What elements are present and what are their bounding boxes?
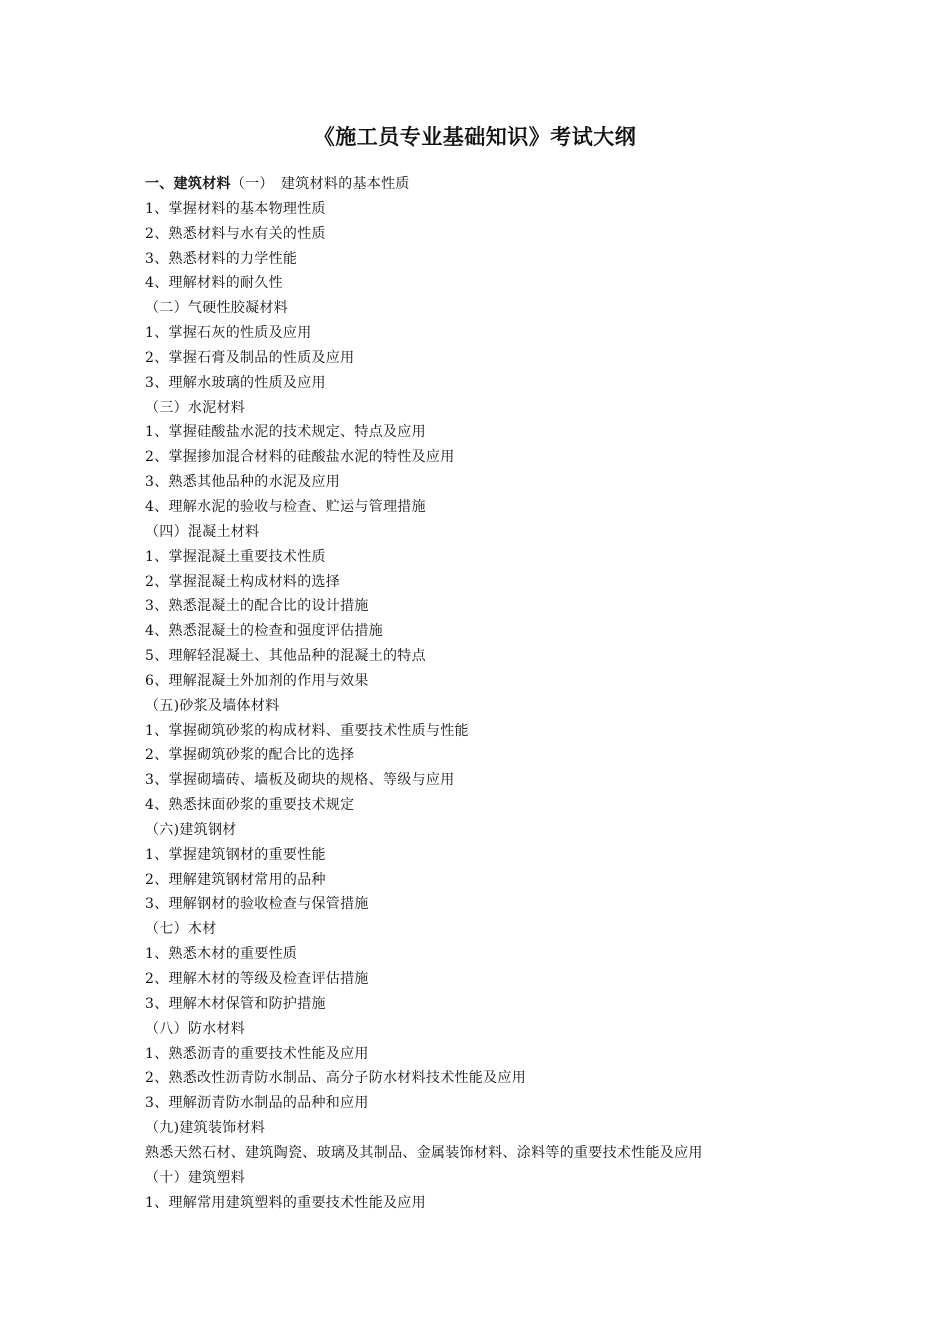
outline-item: 1、掌握硅酸盐水泥的技术规定、特点及应用 — [145, 424, 426, 441]
outline-item: 6、理解混凝土外加剂的作用与效果 — [145, 672, 369, 689]
outline-item: 2、掌握石膏及制品的性质及应用 — [145, 349, 355, 366]
outline-item: 1、掌握石灰的性质及应用 — [145, 325, 312, 342]
subsection-heading: （五)砂浆及墙体材料 — [145, 697, 280, 714]
subsection-heading: （七）木材 — [145, 921, 217, 938]
subsection-heading: （六)建筑钢材 — [145, 821, 237, 838]
outline-item: 3、熟悉材料的力学性能 — [145, 250, 298, 267]
outline-item: 3、熟悉混凝土的配合比的设计措施 — [145, 598, 369, 615]
outline-item: 4、熟悉混凝土的检查和强度评估措施 — [145, 623, 384, 640]
outline-item: 1、掌握材料的基本物理性质 — [145, 200, 326, 217]
outline-item: 3、理解沥青防水制品的品种和应用 — [145, 1095, 369, 1112]
section-heading — [145, 172, 835, 197]
outline-item: 4、熟悉抹面砂浆的重要技术规定 — [145, 797, 355, 814]
outline-list — [145, 197, 835, 1216]
section-heading-subtitle: （一） 建筑材料的基本性质 — [230, 176, 410, 192]
outline-item: 3、理解钢材的验收检查与保管措施 — [145, 896, 369, 913]
outline-item: 1、掌握砌筑砂浆的构成材料、重要技术性质与性能 — [145, 722, 469, 739]
document-title: 《施工员专业基础知识》考试大纲 — [313, 124, 637, 149]
outline-item: 2、理解建筑钢材常用的品种 — [145, 871, 326, 888]
outline-item: 1、熟悉沥青的重要技术性能及应用 — [145, 1045, 369, 1062]
subsection-heading: （三）水泥材料 — [145, 399, 246, 416]
outline-item: 1、熟悉木材的重要性质 — [145, 946, 298, 963]
outline-item: 3、熟悉其他品种的水泥及应用 — [145, 474, 341, 491]
outline-item: 2、掌握混凝土构成材料的选择 — [145, 573, 341, 590]
outline-item: 2、熟悉改性沥青防水制品、高分子防水材料技术性能及应用 — [145, 1070, 527, 1087]
document-body — [145, 172, 835, 1215]
outline-item: 3、理解水玻璃的性质及应用 — [145, 374, 326, 391]
subsection-heading: （四）混凝土材料 — [145, 523, 260, 540]
outline-item: 2、熟悉材料与水有关的性质 — [145, 225, 326, 242]
outline-item: 2、理解木材的等级及检查评估措施 — [145, 971, 369, 987]
outline-item: 熟悉天然石材、建筑陶瓷、玻璃及其制品、金属装饰材料、涂料等的重要技术性能及应用 — [145, 1144, 703, 1161]
outline-item: 4、理解水泥的验收与检查、贮运与管理措施 — [145, 498, 426, 515]
section-heading-bold: 一、建筑材料 — [145, 176, 231, 192]
subsection-heading: （二）气硬性胶凝材料 — [145, 300, 288, 317]
subsection-heading: （九)建筑装饰材料 — [145, 1120, 266, 1137]
outline-item: 1、掌握混凝土重要技术性质 — [145, 548, 326, 565]
outline-item: 2、掌握砌筑砂浆的配合比的选择 — [145, 747, 355, 764]
subsection-heading: （十）建筑塑料 — [145, 1169, 246, 1186]
outline-item: 3、理解木材保管和防护措施 — [145, 995, 326, 1012]
outline-item: 3、掌握砌墙砖、墙板及砌块的规格、等级与应用 — [145, 772, 455, 789]
outline-item: 2、掌握掺加混合材料的硅酸盐水泥的特性及应用 — [145, 449, 455, 466]
outline-item: 1、掌握建筑钢材的重要性能 — [145, 846, 326, 863]
outline-item: 1、理解常用建筑塑料的重要技术性能及应用 — [145, 1194, 426, 1211]
subsection-heading: （八）防水材料 — [145, 1020, 246, 1037]
outline-item: 4、理解材料的耐久性 — [145, 275, 283, 292]
outline-item: 5、理解轻混凝土、其他品种的混凝土的特点 — [145, 648, 426, 665]
